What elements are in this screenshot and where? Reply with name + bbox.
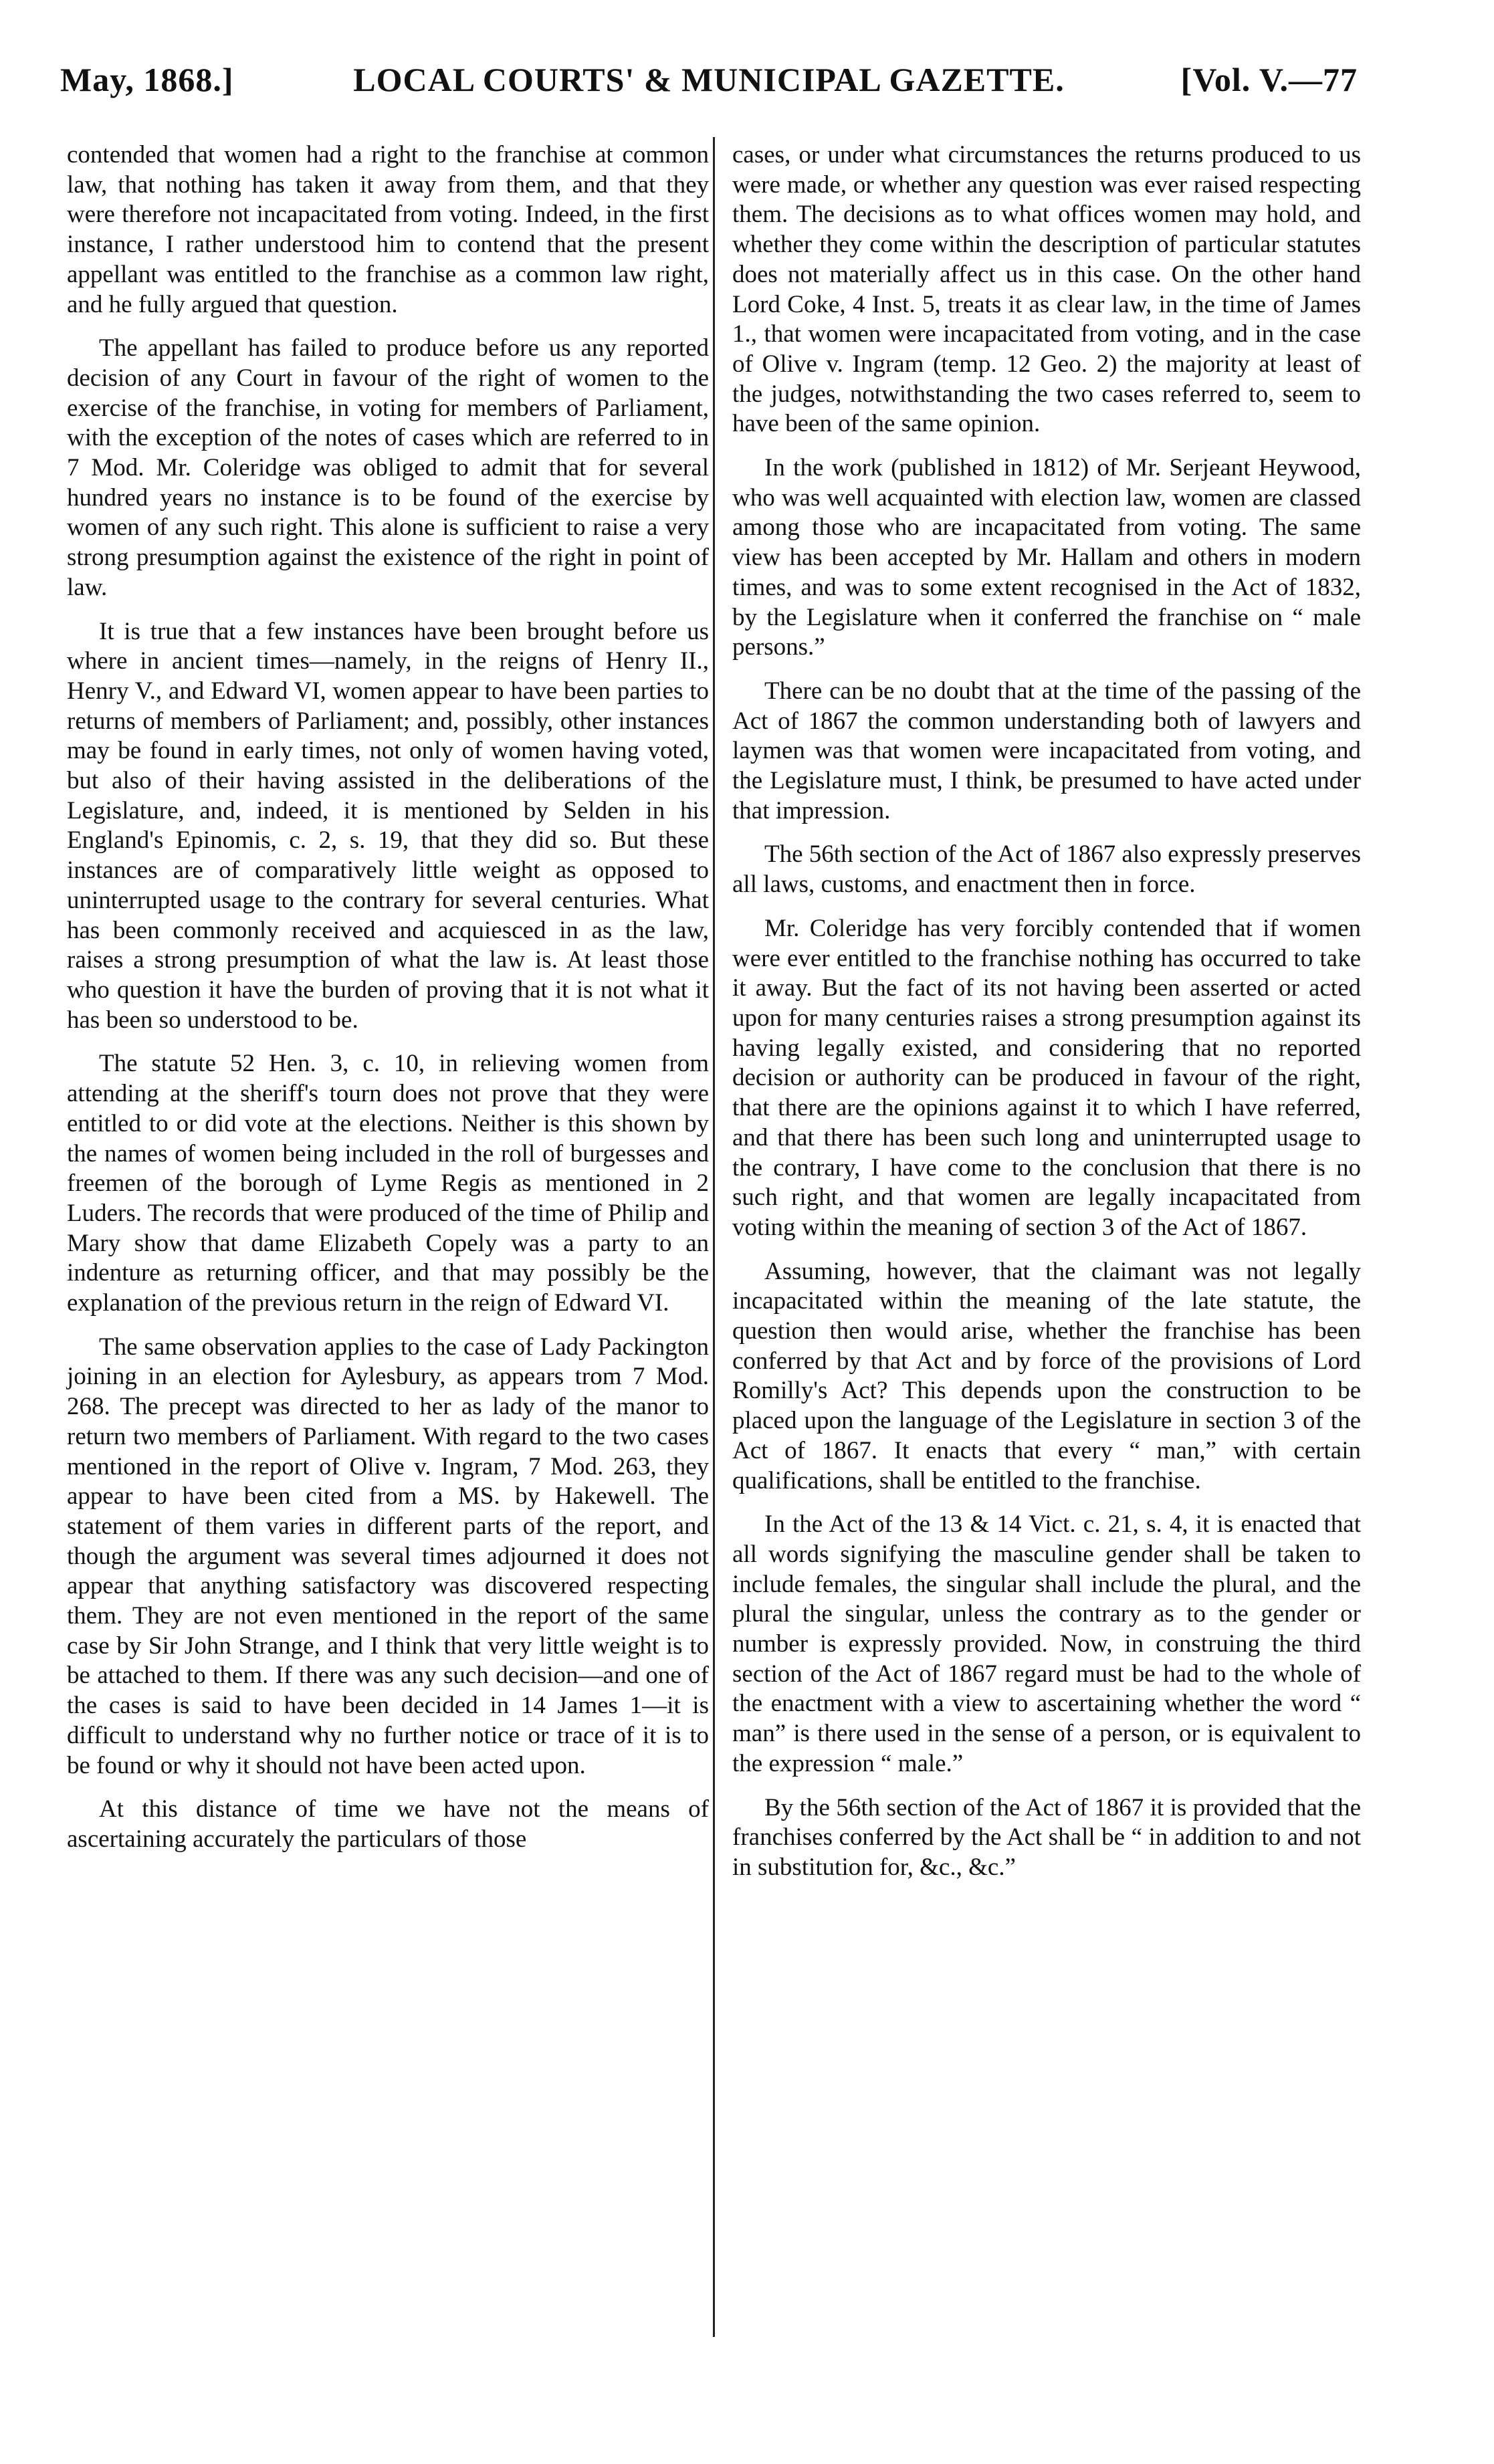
paragraph: There can be no doubt that at the time of the passing of the Act of 1867 the common understanding both of lawyers and laymen was that women were incapacitated from voting, and the Legislature must, I think, be presumed to have acted under that impression. xyxy=(732,677,1361,824)
paragraph: In the work (published in 1812) of Mr. Serjeant Heywood, who was well acquainted with election law, women are classed among those who are incapacitated from voting. The same view has been accepted by Mr. Hallam and others in modern times, and was to some extent recognised in the Act of 1832, by the Legislature when it conferred the franchise on “ male persons.” xyxy=(732,454,1361,661)
running-header xyxy=(60,60,1358,114)
paragraph: The 56th section of the Act of 1867 also expressly preserves all laws, customs, and enactment then in force. xyxy=(732,841,1361,899)
paragraph: The statute 52 Hen. 3, c. 10, in relieving women from attending at the sheriff's tourn does not prove that they were entitled to or did vote at the elections. Neither is this shown by the names of women being included in the roll of burgesses and freemen of the borough of Lyme Regis as mentioned in 2 Luders. The records that were produced of the time of Philip and Mary show that dame Elizabeth Copely was a party to an indenture as returning officer, and that may possibly be the explanation of the previous return in the reign of Edward VI. xyxy=(67,1050,709,1317)
paragraph: The same observation applies to the case of Lady Packington joining in an election for Aylesbury, as appears trom 7 Mod. 268. The precept was directed to her as lady of the manor to return two members of Parliament. With regard to the two cases mentioned in the report of Olive v. Ingram, 7 Mod. 263, they appear to have been cited from a MS. by Hakewell. The statement of them varies in different parts of the report, and though the argument was several times adjourned it does not appear that anything satisfactory was discovered respecting them. They are not even mentioned in the report of the same case by Sir John Strange, and I think that very little weight is to be attached to them. If there was any such decision—and one of the cases is said to have been decided in 14 James 1—it is difficult to understand why no further notice or trace of it is to be found or why it should not have been acted upon. xyxy=(67,1333,709,1779)
paragraph: cases, or under what circumstances the returns produced to us were made, or whether any question was ever raised respecting them. The decisions as to what offices women may hold, and whether they come within the description of particular statutes does not materially affect us in this case. On the other hand Lord Coke, 4 Inst. 5, treats it as clear law, in the time of James 1., that women were incapacitated from voting, and in the case of Olive v. Ingram (temp. 12 Geo. 2) the majority at least of the judges, notwithstanding the two cases referred to, seem to have been of the same opinion. xyxy=(732,141,1361,438)
paragraph: Assuming, however, that the claimant was not legally incapacitated within the meaning of the late statute, the question then would arise, whether the franchise has been conferred by that Act and by force of the provisions of Lord Romilly's Act? This depends upon the construction to be placed upon the language of the Legislature in section 3 of the Act of 1867. It enacts that every “ man,” with certain qualifications, shall be entitled to the franchise. xyxy=(732,1257,1361,1494)
column-divider xyxy=(713,137,715,2337)
left-column xyxy=(67,140,709,1855)
paragraph: contended that women had a right to the franchise at common law, that nothing has taken it away from them, and that they were therefore not incapacitated from voting. Indeed, in the first instance, I rather understood him to contend that the present appellant was entitled to the franchise as a common law right, and he fully argued that question. xyxy=(67,141,709,318)
paragraph: Mr. Coleridge has very forcibly contended that if women were ever entitled to the franchise nothing has occurred to take it away. But the fact of its not having been asserted or acted upon for many centuries raises a strong presumption against its having legally existed, and considering that no reported decision or authority can be produced in favour of the right, that there are the opinions against it to which I have referred, and that there has been such long and uninterrupted usage to the contrary, I have come to the conclusion that there is no such right, and that women are legally incapacitated from voting within the meaning of section 3 of the Act of 1867. xyxy=(732,914,1361,1241)
publication-title: LOCAL COURTS' & MUNICIPAL GAZETTE. xyxy=(353,61,1065,98)
issue-date: May, 1868.] xyxy=(60,61,234,98)
paragraph: The appellant has failed to produce before us any reported decision of any Court in favour of the right of women to the exercise of the franchise, in voting for members of Parliament, with the exception of the notes of cases which are referred to in 7 Mod. Mr. Coleridge was obliged to admit that for several hundred years no instance is to be found of the exercise by women of any such right. This alone is sufficient to raise a very strong presumption against the existence of the right in point of law. xyxy=(67,334,709,601)
paragraph: By the 56th section of the Act of 1867 it is provided that the franchises conferred by the Act shall be “ in addition to and not in substitution for, &c., &c.” xyxy=(732,1793,1361,1881)
paragraph: At this distance of time we have not the means of ascertaining accurately the particulars of those xyxy=(67,1795,709,1853)
volume-page-number: [Vol. V.—77 xyxy=(1180,61,1358,98)
paragraph: It is true that a few instances have been brought before us where in ancient times—namely, in the reigns of Henry II., Henry V., and Edward VI, women appear to have been parties to returns of members of Parliament; and, possibly, other instances may be found in early times, not only of women having voted, but also of their having assisted in the deliberations of the Legislature, and, indeed, it is mentioned by Selden in his England's Epinomis, c. 2, s. 19, that they did so. But these instances are of comparatively little weight as opposed to uninterrupted usage to the contrary for several centuries. What has been commonly received and acquiesced in as the law, raises a strong presumption of what the law is. At least those who question it have the burden of proving that it is not what it has been so understood to be. xyxy=(67,617,709,1034)
paragraph: In the Act of the 13 & 14 Vict. c. 21, s. 4, it is enacted that all words signifying the masculine gender shall be taken to include females, the singular shall include the plural, and the plural the singular, unless the contrary as to the gender or number is expressly provided. Now, in construing the third section of the Act of 1867 regard must be had to the whole of the enactment with a view to ascertaining whether the word “ man” is there used in the sense of a person, or is equivalent to the expression “ male.” xyxy=(732,1510,1361,1777)
right-column xyxy=(732,140,1361,1883)
